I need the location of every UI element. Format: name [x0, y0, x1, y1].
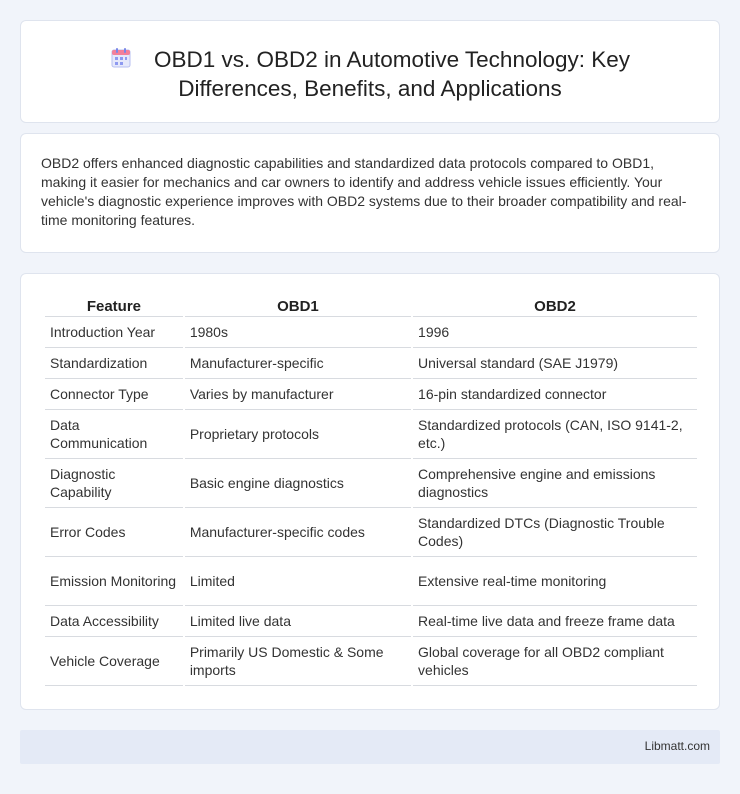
- table-header-row: [45, 296, 697, 317]
- obd1-cell: 1980s: [185, 317, 411, 348]
- obd1-cell: Manufacturer-specific: [185, 348, 411, 379]
- feature-cell: Data Communication: [45, 410, 183, 459]
- table-row: [45, 459, 697, 508]
- obd2-cell: 1996: [413, 317, 697, 348]
- title-line-1: OBD1 vs. OBD2 in Automotive Technology: Key: [153, 47, 631, 72]
- header-feature: Feature: [45, 296, 183, 317]
- obd1-cell: Primarily US Domestic & Some imports: [185, 637, 411, 686]
- table-row: [45, 379, 697, 410]
- summary-card: [20, 133, 720, 253]
- footer: [20, 730, 720, 764]
- obd1-cell: Manufacturer-specific codes: [185, 508, 411, 557]
- header-obd2: OBD2: [413, 296, 697, 317]
- feature-cell: Data Accessibility: [45, 606, 183, 637]
- comparison-table-card: [20, 273, 720, 710]
- feature-cell: Introduction Year: [45, 317, 183, 348]
- obd1-cell: Limited: [185, 557, 411, 606]
- table-row: [45, 317, 697, 348]
- obd2-cell: Real-time live data and freeze frame data: [413, 606, 697, 637]
- obd2-cell: Global coverage for all OBD2 compliant vehicles: [413, 637, 697, 686]
- table-row: [45, 637, 697, 686]
- table-row: [45, 508, 697, 557]
- obd2-cell: Standardized DTCs (Diagnostic Trouble Codes): [413, 508, 697, 557]
- obd2-cell: Standardized protocols (CAN, ISO 9141-2, etc.): [413, 410, 697, 459]
- feature-cell: Vehicle Coverage: [45, 637, 183, 686]
- feature-cell: Diagnostic Capability: [45, 459, 183, 508]
- footer-site-link[interactable]: Libmatt.com: [644, 739, 710, 753]
- obd1-cell: Limited live data: [185, 606, 411, 637]
- feature-cell: Connector Type: [45, 379, 183, 410]
- title-card: [20, 20, 720, 123]
- obd1-cell: Varies by manufacturer: [185, 379, 411, 410]
- obd2-cell: Extensive real-time monitoring: [413, 557, 697, 606]
- table-row: [45, 606, 697, 637]
- table-row: [45, 557, 697, 606]
- comparison-table: [43, 296, 699, 686]
- title-line-2: Differences, Benefits, and Applications: [178, 76, 562, 101]
- obd1-cell: Proprietary protocols: [185, 410, 411, 459]
- feature-cell: Error Codes: [45, 508, 183, 557]
- header-obd1: OBD1: [185, 296, 411, 317]
- obd1-cell: Basic engine diagnostics: [185, 459, 411, 508]
- page-title: [21, 45, 719, 103]
- calendar-icon: [110, 47, 132, 69]
- table-row: [45, 410, 697, 459]
- obd2-cell: Comprehensive engine and emissions diagnostics: [413, 459, 697, 508]
- obd2-cell: 16-pin standardized connector: [413, 379, 697, 410]
- summary-text: OBD2 offers enhanced diagnostic capabilities and standardized data protocols compared to OBD1, making it easier for mechanics and car owners to identify and address vehicle issues efficiently. Your vehicle's diagnostic experience improves with OBD2 systems due to their broader compatibility and real-time monitoring features.: [41, 155, 687, 228]
- obd2-cell: Universal standard (SAE J1979): [413, 348, 697, 379]
- feature-cell: Emission Monitoring: [45, 557, 183, 606]
- feature-cell: Standardization: [45, 348, 183, 379]
- table-row: [45, 348, 697, 379]
